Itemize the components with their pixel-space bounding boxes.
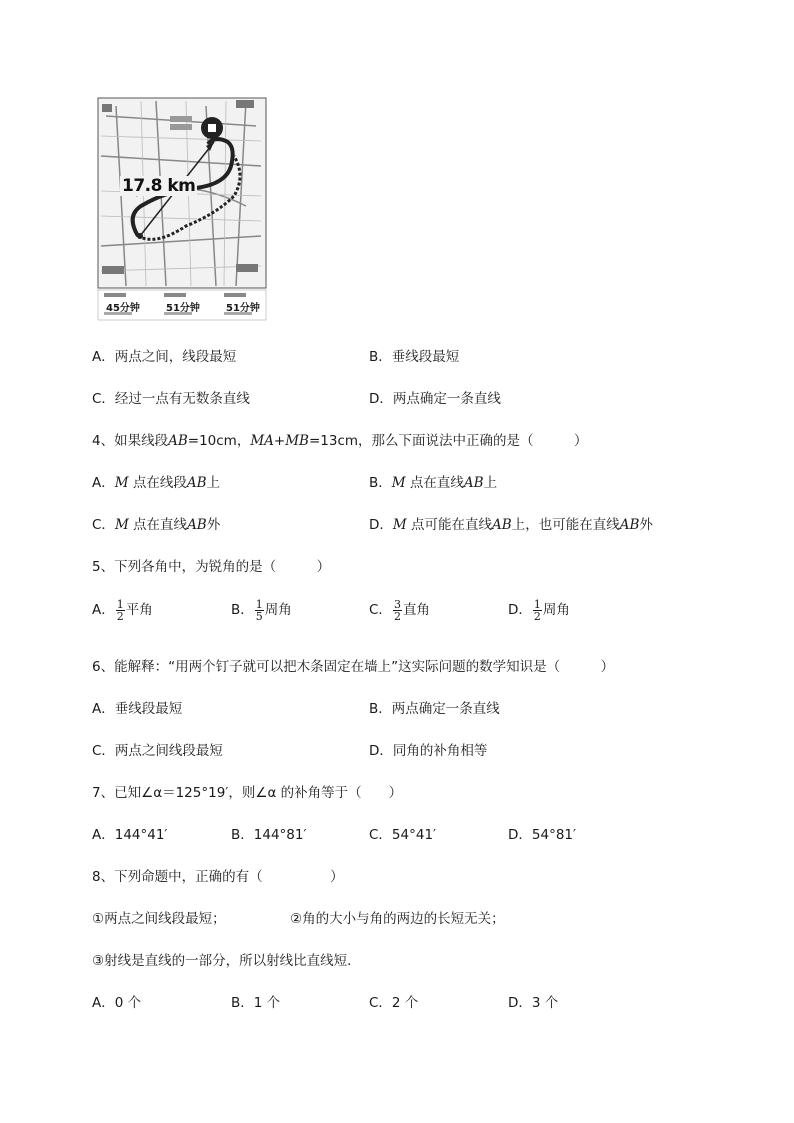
fraction: $\frac{1}{2}$ (116, 597, 124, 623)
q3-option-a: A．两点之间，线段最短 (92, 349, 237, 365)
route-map-image (96, 96, 268, 322)
q6-stem: 6、能解释：“用两个钉子就可以把木条固定在墙上”这实际问题的数学知识是（ ） (92, 659, 615, 675)
fraction: $\frac{3}{2}$ (393, 597, 401, 623)
q5-stem: 5、下列各角中，为锐角的是（ ） (92, 559, 331, 575)
q4-stem: 4、如果线段AB=10cm，MA+MB=13cm，那么下面说法中正确的是（ ） (92, 433, 588, 449)
q5-option-c: C． $\frac{3}{2}$ 直角 (369, 597, 430, 623)
time-label-3: 51分钟 (226, 303, 260, 314)
q3-option-d: D．两点确定一条直线 (369, 391, 501, 407)
q4-option-b: B．M 点在直线AB上 (369, 475, 498, 491)
q7-option-a: A．144°41′ (92, 827, 168, 843)
q7-stem: 7、已知∠α＝125°19′，则∠α 的补角等于（ ） (92, 785, 403, 801)
q6-option-a: A．垂线段最短 (92, 701, 183, 717)
route-map-figure (96, 96, 268, 322)
q8-statement-1: ①两点之间线段最短； (92, 911, 226, 927)
q3-option-c: C．经过一点有无数条直线 (92, 391, 250, 407)
q8-option-d: D．3 个 (508, 995, 559, 1011)
q8-option-c: C．2 个 (369, 995, 419, 1011)
time-label-1: 45分钟 (106, 303, 140, 314)
q5-option-d: D． $\frac{1}{2}$ 周角 (508, 597, 570, 623)
fraction: $\frac{1}{5}$ (255, 597, 263, 623)
time-label-2: 51分钟 (166, 303, 200, 314)
q5-option-a: A． $\frac{1}{2}$ 平角 (92, 597, 153, 623)
fraction: $\frac{1}{2}$ (533, 597, 541, 623)
q3-option-b: B．垂线段最短 (369, 349, 460, 365)
q7-option-d: D．54°81′ (508, 827, 577, 843)
distance-label: 17.8 km (122, 176, 196, 196)
q7-option-c: C．54°41′ (369, 827, 437, 843)
q4-option-d: D．M 点可能在直线AB上，也可能在直线AB外 (369, 517, 653, 533)
q6-option-d: D．同角的补角相等 (369, 743, 488, 759)
q8-statement-3: ③射线是直线的一部分，所以射线比直线短． (92, 953, 361, 969)
q8-statement-2: ②角的大小与角的两边的长短无关； (290, 911, 505, 927)
q8-option-a: A．0 个 (92, 995, 142, 1011)
q6-option-b: B．两点确定一条直线 (369, 701, 500, 717)
q6-option-c: C．两点之间线段最短 (92, 743, 223, 759)
q8-option-b: B．1 个 (231, 995, 281, 1011)
q4-option-c: C．M 点在直线AB外 (92, 517, 221, 533)
q5-option-b: B． $\frac{1}{5}$ 周角 (231, 597, 292, 623)
q4-option-a: A．M 点在线段AB上 (92, 475, 221, 491)
q8-stem: 8、下列命题中，正确的有（ ） (92, 869, 344, 885)
q7-option-b: B．144°81′ (231, 827, 307, 843)
